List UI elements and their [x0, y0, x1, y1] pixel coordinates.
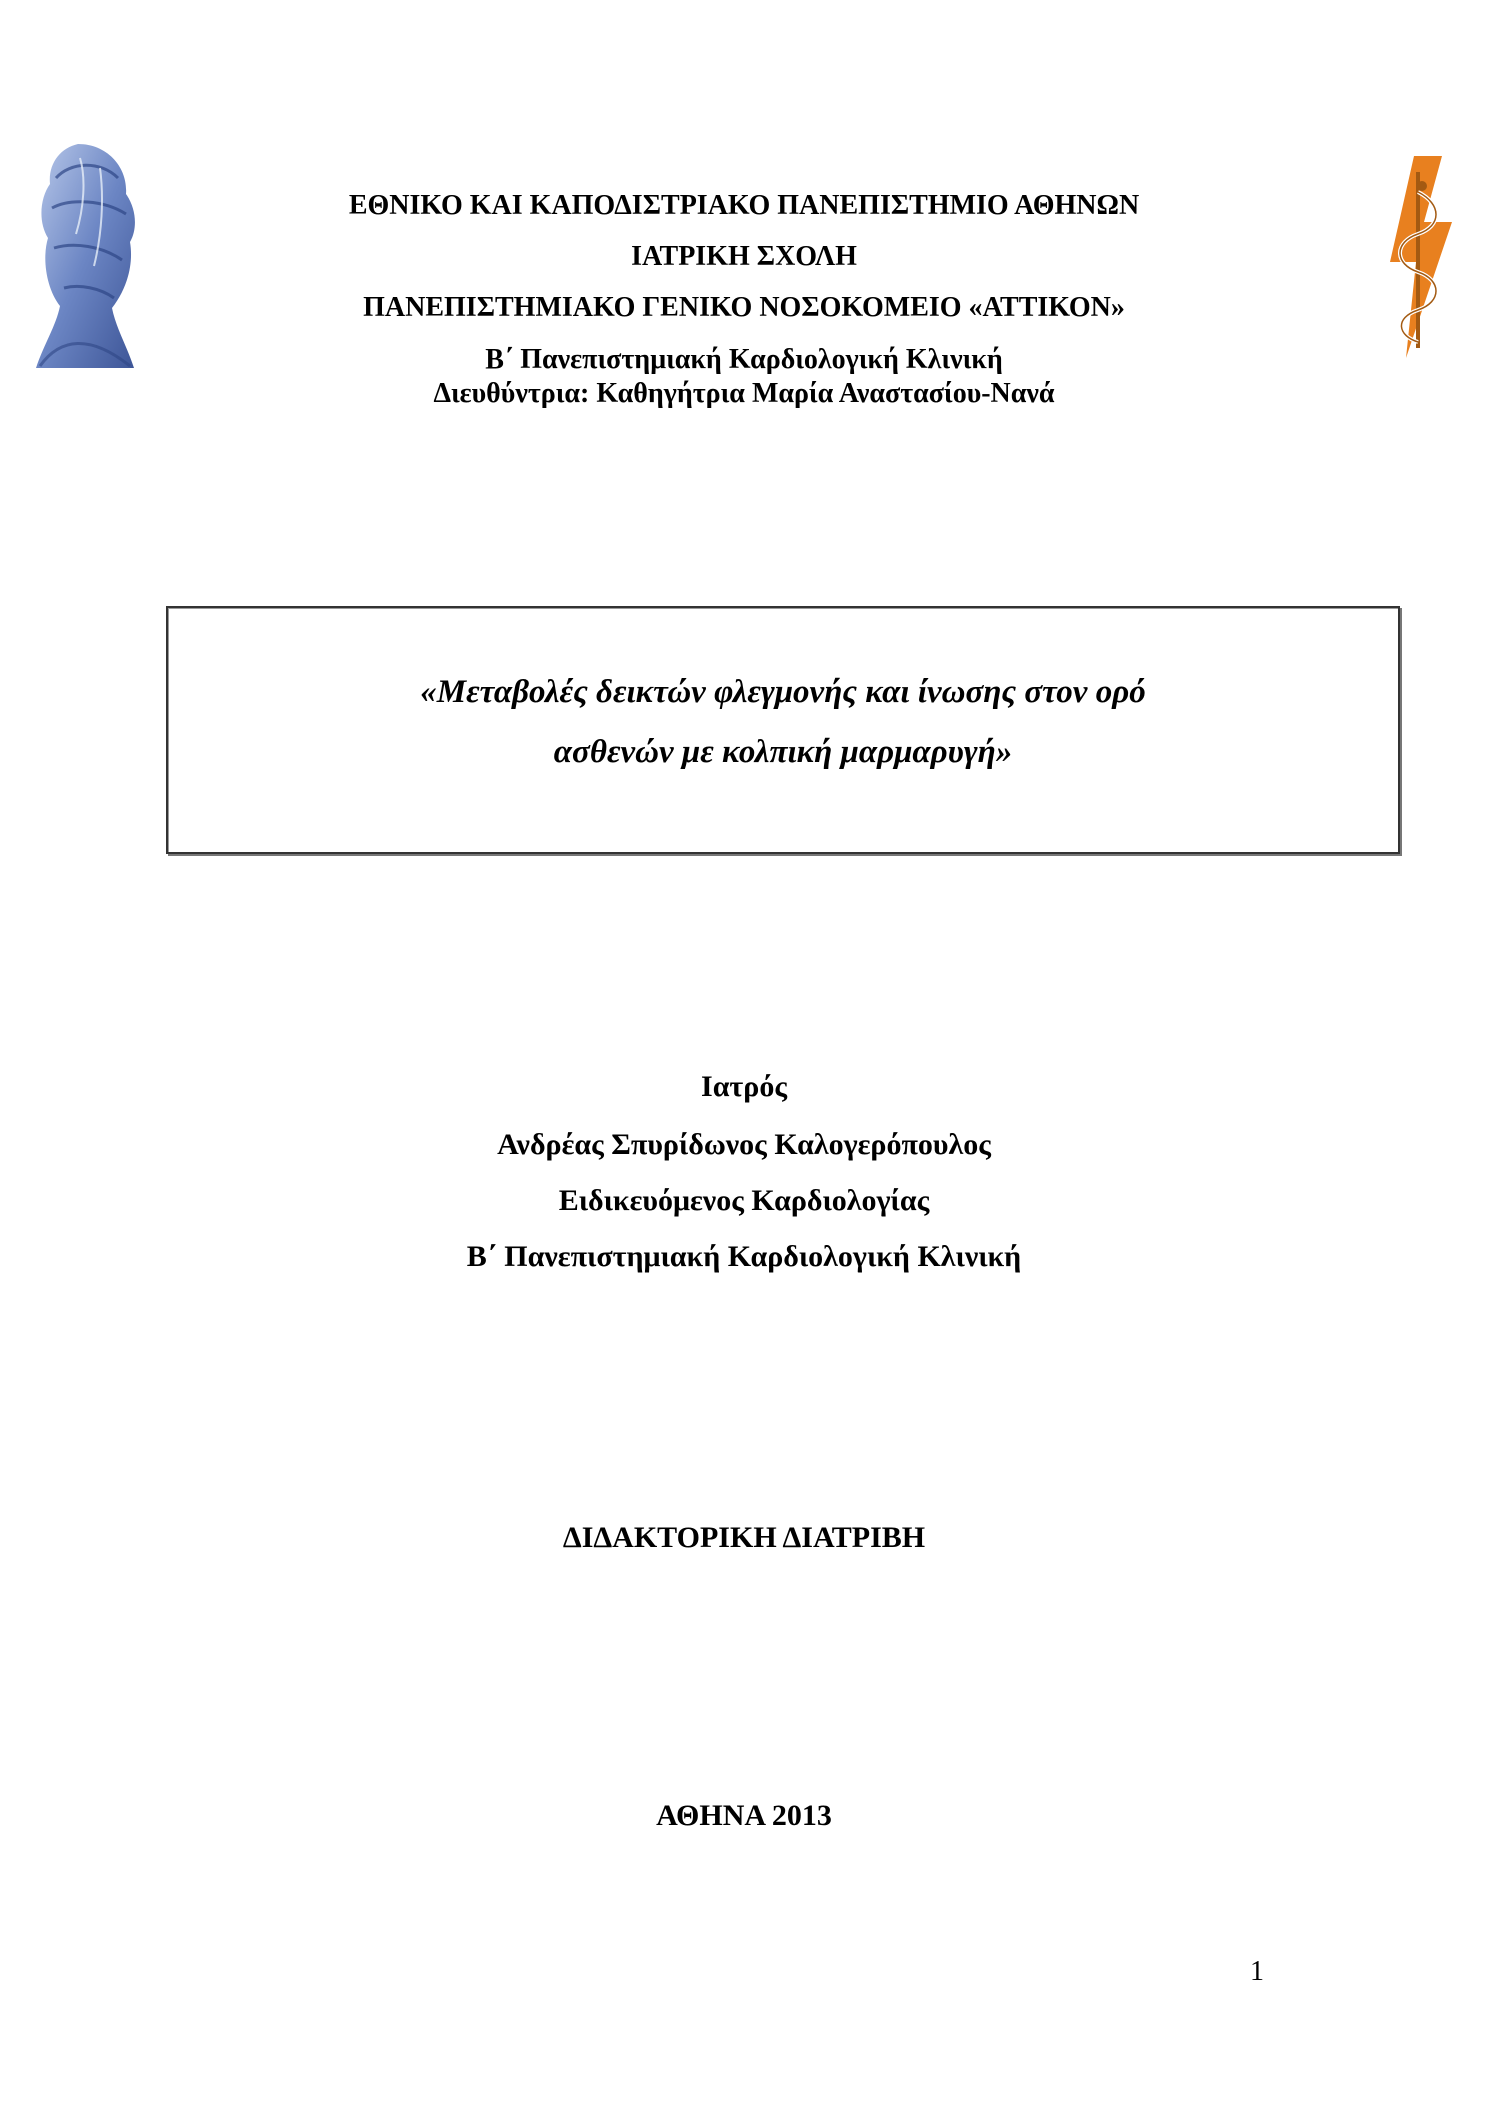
author-specialty: Ειδικευόμενος Καρδιολογίας — [558, 1184, 930, 1217]
author-name: Ανδρέας Σπυρίδωνος Καλογερόπουλος — [497, 1128, 991, 1161]
clinic-name: Β΄ Πανεπιστημιακή Καρδιολογική Κλινική — [485, 344, 1003, 375]
school-name: ΙΑΤΡΙΚΗ ΣΧΟΛΗ — [631, 241, 857, 272]
thesis-title-line-1: «Μεταβολές δεικτών φλεγμονής και ίνωσης στον ορό — [420, 674, 1146, 710]
page-number: 1 — [1250, 1956, 1264, 1987]
document-type: ΔΙΔΑΚΤΟΡΙΚΗ ΔΙΑΤΡΙΒΗ — [562, 1521, 926, 1554]
hospital-name: ΠΑΝΕΠΙΣΤΗΜΙΑΚΟ ΓΕΝΙΚΟ ΝΟΣΟΚΟΜΕΙΟ «ΑΤΤΙΚΟΝ» — [363, 292, 1125, 323]
university-name: ΕΘΝΙΚΟ ΚΑΙ ΚΑΠΟΔΙΣΤΡΙΑΚΟ ΠΑΝΕΠΙΣΤΗΜΙΟ ΑΘΗΝΩΝ — [348, 190, 1140, 221]
director-line: Διευθύντρια: Καθηγήτρια Μαρία Αναστασίου-Νανά — [433, 378, 1055, 409]
author-role: Ιατρός — [701, 1070, 787, 1103]
place-year: ΑΘΗΝΑ 2013 — [656, 1799, 832, 1832]
thesis-title-line-2: ασθενών με κολπική μαρμαρυγή» — [553, 734, 1013, 770]
author-clinic: Β΄ Πανεπιστημιακή Καρδιολογική Κλινική — [466, 1240, 1022, 1273]
thesis-title-box — [166, 606, 1400, 854]
